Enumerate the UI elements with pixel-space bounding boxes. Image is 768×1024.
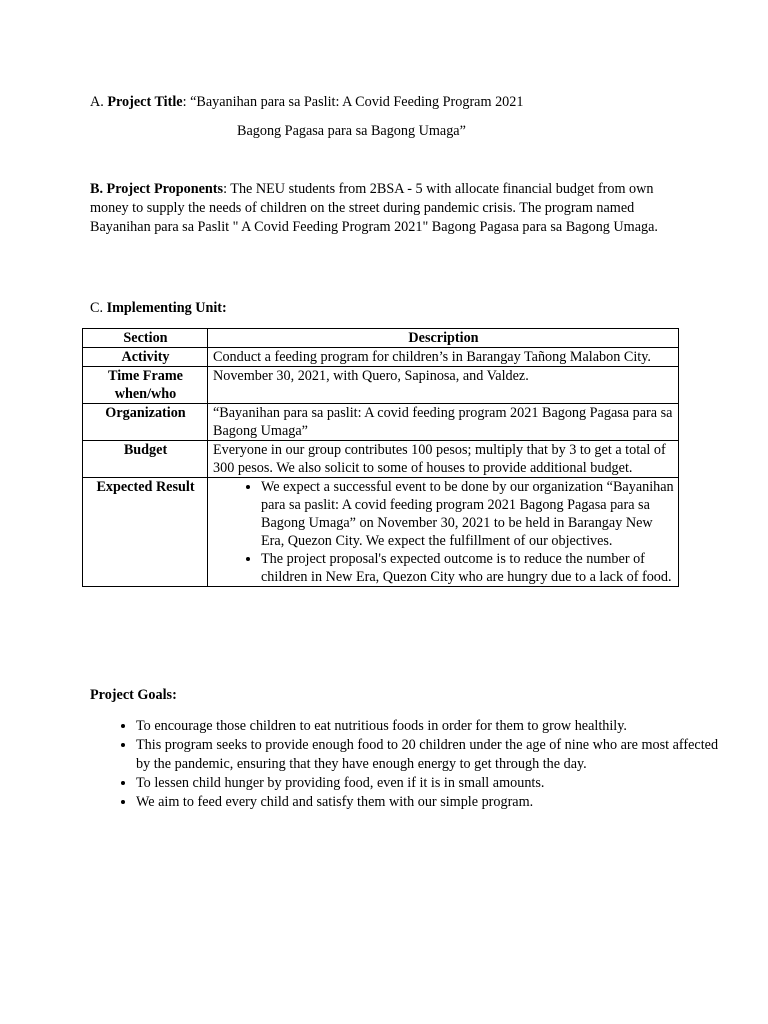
project-title-text: : “Bayanihan para sa Paslit: A Covid Feeding Program 2021 <box>182 94 524 110</box>
row-section-cell: Time Frame when/who <box>83 367 208 404</box>
project-title-label: Project Title <box>107 94 183 110</box>
table-row <box>83 404 679 441</box>
row-description-cell <box>208 478 679 587</box>
column-header-description: Description <box>208 329 679 348</box>
row-section-cell: Activity <box>83 348 208 367</box>
project-title-section <box>90 93 710 139</box>
project-title-line <box>90 93 710 112</box>
project-proponents-section <box>90 180 680 237</box>
list-item: • To encourage those children to eat nutritious foods in order for them to grow healthily. <box>136 717 721 736</box>
row-description-cell: November 30, 2021, with Quero, Sapinosa, and Valdez. <box>208 367 679 404</box>
table-row <box>83 441 679 478</box>
list-item: • We expect a successful event to be done by our organization “Bayanihan para sa paslit: A covid feeding program 2021 Bagong Pagasa para sa Bagong Umaga” on November 30, 2021 to be held in Barangay New Era, Quezon City. We expect the fulfillment of our objectives. <box>261 478 674 550</box>
project-goals-list <box>90 717 721 812</box>
project-title-line2: Bagong Pagasa para sa Bagong Umaga” <box>237 123 466 139</box>
section-letter: C. <box>90 300 107 316</box>
project-proponents-label: B. Project Proponents <box>90 181 224 197</box>
list-item: • To lessen child hunger by providing food, even if it is in small amounts. <box>136 774 721 793</box>
implementing-unit-table <box>82 328 679 587</box>
table-row <box>83 367 679 404</box>
table-row <box>83 478 679 587</box>
list-item: • We aim to feed every child and satisfy them with our simple program. <box>136 793 721 812</box>
section-letter: A. <box>90 94 108 110</box>
table-row <box>83 348 679 367</box>
row-description-cell: “Bayanihan para sa paslit: A covid feeding program 2021 Bagong Pagasa para sa Bagong Umaga” <box>208 404 679 441</box>
column-header-section: Section <box>83 329 208 348</box>
list-item: • The project proposal's expected outcome is to reduce the number of children in New Era, Quezon City who are hungry due to a lack of food. <box>261 550 674 586</box>
project-proponents-text: : The NEU students from 2BSA - 5 with allocate financial budget from own money to supply the needs of children on the street during pandemic crisis. The program named Bayanihan para sa Paslit " A Covid Feeding Program 2021" Bagong Pagasa para sa Bagong Umaga. <box>90 181 658 235</box>
expected-result-list <box>213 478 674 586</box>
list-item: • This program seeks to provide enough food to 20 children under the age of nine who are most affected by the pandemic, ensuring that they have enough energy to get through the day. <box>136 736 721 774</box>
implementing-unit-label: Implementing Unit: <box>106 300 227 316</box>
implementing-unit-heading <box>90 299 227 318</box>
row-section-cell: Expected Result <box>83 478 208 587</box>
row-section-cell: Organization <box>83 404 208 441</box>
project-goals-heading: Project Goals: <box>90 687 177 703</box>
row-description-cell: Conduct a feeding program for children’s in Barangay Tañong Malabon City. <box>208 348 679 367</box>
row-section-cell: Budget <box>83 441 208 478</box>
table-header-row <box>83 329 679 348</box>
row-description-cell: Everyone in our group contributes 100 pesos; multiply that by 3 to get a total of 300 pesos. We also solicit to some of houses to provide additional budget. <box>208 441 679 478</box>
